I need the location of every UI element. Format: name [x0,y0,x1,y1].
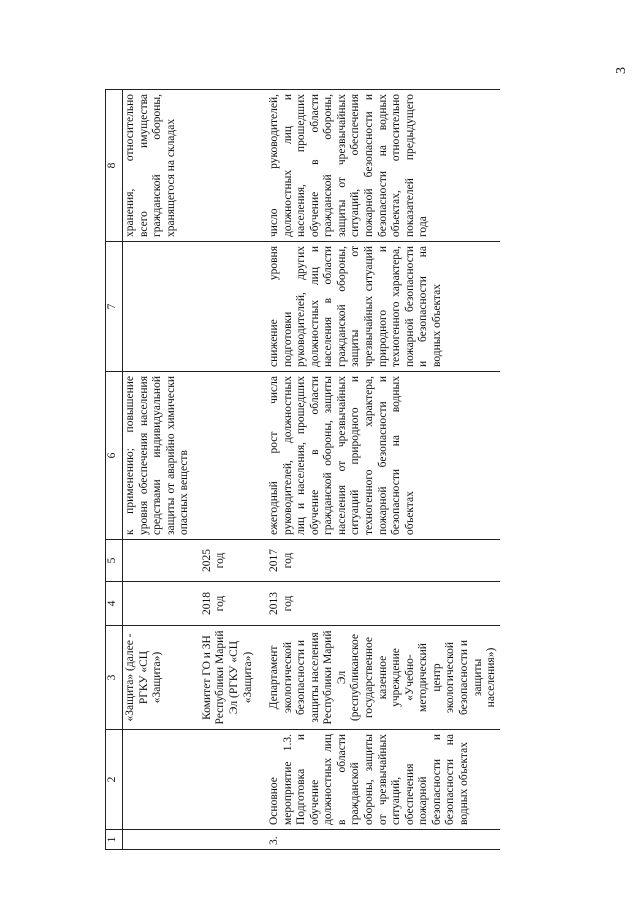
indicator [193,90,256,242]
event-name: Основное мероприятие 1.3. Подготовка и обучение должностных лиц в области гражданской обороны, защиты от чрезвычайных ситуаций, обеспечения пожарной безопасности и безопасности на водных объектах [256,730,500,830]
expected-result: ежегодный рост числа руководителей, должностных лиц и населения, прошедших обучение в области гражданской обороны, защиты населения от чрезвычайных ситуаций природного и техногенного характера, пожарной безопасности и безопасности на водных объектах [256,372,500,540]
indicator: хранения, относительно всего имущества гражданской обороны, хранящегося на складах [123,90,193,242]
header-cell-2: 2 [106,730,123,830]
table-row [123,90,193,850]
expected-result: к применению; повышение уровня обеспечения населения средствами индивидуальной защиты от аварийно химически опасных веществ [123,372,193,540]
table-row [193,90,256,850]
start-year: 2018 год [193,582,256,626]
expected-result [193,372,256,540]
program-measures-table [105,89,500,850]
executor: Комитет ГО и ЗН Республики Марий Эл (РГКУ «СЦ «Защита») [193,626,256,730]
executor: «Защита» (далее - РГКУ «СЦ «Защита») [123,626,193,730]
consequences [193,242,256,372]
row-number [123,830,193,850]
page-number: 3 [614,67,629,74]
rotated-table-container [105,90,545,850]
header-cell-3: 3 [106,626,123,730]
header-cell-7: 7 [106,242,123,372]
end-year: 2017 год [256,540,500,582]
header-cell-5: 5 [106,540,123,582]
consequences [123,242,193,372]
table-row [256,90,500,850]
header-cell-1: 1 [106,830,123,850]
header-row [106,90,123,850]
indicator: число руководителей, должностных лиц и населения, прошедших обучение в области гражданской обороны, защиты от чрезвычайных ситуаций, обеспечения пожарной безопасности и безопасности на водных объектах, относительно показателей предыдущего года [256,90,500,242]
header-cell-4: 4 [106,582,123,626]
row-number [193,830,256,850]
start-year [123,582,193,626]
event-name [193,730,256,830]
end-year [123,540,193,582]
event-name [123,730,193,830]
start-year: 2013 год [256,582,500,626]
executor: Департамент экологической безопасности и защиты населения Республики Марий Эл (республиканское государственное казенное учреждение «Учебно-методический центр экологической безопасности и защиты населения») [256,626,500,730]
end-year: 2025 год [193,540,256,582]
consequences: снижение уровня подготовки руководителей, других должностных лиц и населения в области гражданской обороны, защиты от чрезвычайных ситуаций природного и техногенного характера, пожарной безопасности и безопасности на водных объектах [256,242,500,372]
header-cell-6: 6 [106,372,123,540]
header-cell-8: 8 [106,90,123,242]
row-number: 3. [256,830,500,850]
